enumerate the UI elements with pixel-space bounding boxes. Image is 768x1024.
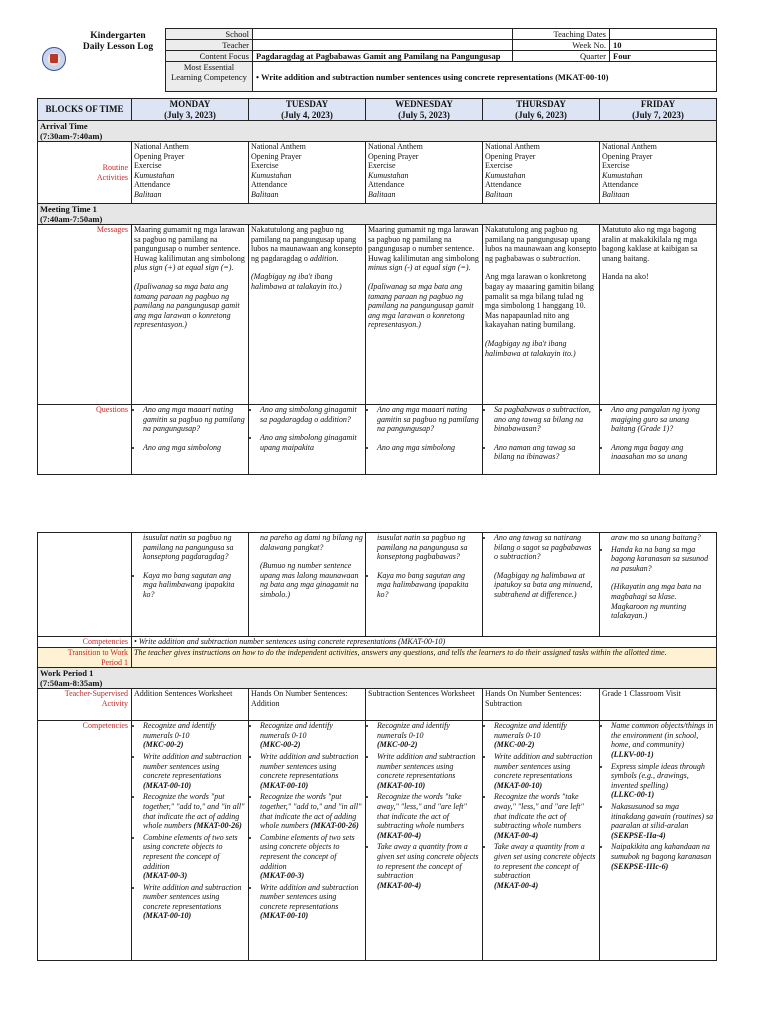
routine-item: Balitaan [368,189,396,199]
questions-monday-cont: isusulat natin sa pagbuo ng pamilang na pangungusa sa konseptong pagdaragdag? • Kaya mo bang sagutan ang mga halimbawang ipapakita ko? [132,533,249,637]
message-wednesday: Maaring gumamit ng mga larawan sa pagbuo ng pamilang na pangungusap o number sentence. Huwag kalilimutan ang simbolong minus sign (-) at equal sign (=). (Ipaliwanag sa mga bata ang tamang paraan ng pagbuo ng pamilang na pangungusap gamit ang mga larawan o konretong representasyon.) [366,225,483,405]
message-tuesday: Nakatutulong ang pagbuo ng pamilang na pangungusap upang lubos na maunawaan ang konsepto ng pagdaragdag o addition. (Magbigay ng iba't ibang halimbawa at talakayin ito.) [249,225,366,405]
routine-item: Balitaan [134,189,162,199]
activity-friday: Grade 1 Classroom Visit [600,689,717,721]
questions-friday: • Ano ang pangalan ng iyong magiging guro sa unang baitang (Grade 1)? • Anong mga bagay ang inaasahan mo sa unang [600,405,717,475]
routine-item: National Anthem [602,142,657,151]
section-meeting-time: Meeting Time 1 (7:40am-7:50am) [38,204,717,225]
routine-item: Kumustahan [134,170,175,180]
routine-activities-label: Routine Activities [38,142,132,204]
activity-tuesday: Hands On Number Sentences: Addition [249,689,366,721]
lesson-grid-page-2 [37,532,717,961]
seal-logo-icon [42,47,66,71]
melc-label: Most Essential Learning Competency [166,62,253,92]
routine-item: Opening Prayer [251,151,302,161]
routine-cell [132,142,249,204]
routine-cell [366,142,483,204]
questions-friday-cont: araw mo sa unang baitang? • Handa ka na bang sa mga bagong karanasan sa susunod na pasukan? (Hikayatin ang mga bata na magbahagi sa klase. Magkaroon ng munting talakayan.) [600,533,717,637]
routine-item: Exercise [368,161,396,171]
routine-item: Kumustahan [602,170,643,180]
questions-tuesday: • Ano ang simbolong ginagamit sa pagdaragdag o addition? • Ano ang simbolong ginagamit upang maipakita [249,405,366,475]
competencies-monday: • Recognize and identify numerals 0-10 (MKC-00-2) • Write addition and subtraction number sentences using concrete representations (MKAT-00-10) • Recognize the words "put together," "add to," and "in all" that indicate the act of adding whole numbers (MKAT-00-26) • Combine elements of two sets using concrete objects to represent the concept of addition (MKAT-00-3) • Write addition and subtraction number sentences using concrete representations (MKAT-00-10) [132,721,249,961]
lesson-grid-page-1 [37,98,717,475]
content-focus-value: Pagdaragdag at Pagbabawas Gamit ang Pamilang na Pangungusap [253,51,513,62]
routine-item: Balitaan [602,189,630,199]
routine-item: Exercise [134,161,162,171]
routine-cell [600,142,717,204]
routine-item: Balitaan [251,189,279,199]
competencies-tuesday: • Recognize and identify numerals 0-10 (MKC-00-2) • Write addition and subtraction number sentences using concrete representations (MKAT-00-10) • Recognize the words "put together," "add to," and "in all" that indicate the act of adding whole numbers (MKAT-00-26) • Combine elements of two sets using concrete objects to represent the concept of addition (MKAT-00-3) • Write addition and subtraction number sentences using concrete representations (MKAT-00-10) [249,721,366,961]
routine-item: National Anthem [251,142,306,151]
teacher-value [253,40,513,51]
routine-item: Attendance [485,180,522,190]
routine-item: Opening Prayer [134,151,185,161]
section-work-period: Work Period 1 (7:50am-8:35am) [38,668,717,689]
competencies-thursday: • Recognize and identify numerals 0-10 (MKC-00-2) • Write addition and subtraction number sentences using concrete representations (MKAT-00-10) • Recognize the words "take away," "less," and "are left" that indicate the act of subtracting whole numbers (MKAT-00-4) • Take away a quantity from a given set using concrete objects to represent the concept of subtraction (MKAT-00-4) [483,721,600,961]
melc-value: • Write addition and subtraction number sentences using concrete representations (MKAT-00-10) [253,62,717,92]
routine-item: National Anthem [368,142,423,151]
deped-seal [37,29,71,92]
teaching-dates-value [610,29,717,40]
content-focus-label: Content Focus [166,51,253,62]
routine-item: National Anthem [485,142,540,151]
activity-wednesday: Subtraction Sentences Worksheet [366,689,483,721]
competencies-label: Competencies [38,637,132,648]
routine-cell [483,142,600,204]
day-header-tuesday: TUESDAY (July 4, 2023) [249,99,366,121]
header-table [37,28,717,92]
work-competencies-label: Competencies [38,721,132,961]
week-label: Week No. [513,40,610,51]
routine-item: Attendance [251,180,288,190]
teacher-label: Teacher [166,40,253,51]
questions-thursday-cont: • Ano ang tawag sa natirang bilang o sagot sa pagbabawas o subtraction? (Magbigay ng halimbawa at ipatukoy sa bata ang minuend, subtrahend at difference.) [483,533,600,637]
routine-item: Kumustahan [485,170,526,180]
message-monday: Maaring gumamit ng mga larawan sa pagbuo ng pamilang na pangungusap o number sentence. Huwag kalilimutan ang simbolong plus sign (+) at equal sign (=). (Ipaliwanag sa mga bata ang tamang paraan ng pagbuo ng pamilang na pangungusap gamit ang mga larawan o konretong representasyon.) [132,225,249,405]
competencies-wednesday: • Recognize and identify numerals 0-10 (MKC-00-2) • Write addition and subtraction number sentences using concrete representations (MKAT-00-10) • Recognize the words "take away," "less," and "are left" that indicate the act of subtracting whole numbers (MKAT-00-4) • Take away a quantity from a given set using concrete objects to represent the concept of subtraction (MKAT-00-4) [366,721,483,961]
school-label: School [166,29,253,40]
day-header-wednesday: WEDNESDAY (July 5, 2023) [366,99,483,121]
activity-monday: Addition Sentences Worksheet [132,689,249,721]
routine-item: Exercise [602,161,630,171]
messages-label: Messages [38,225,132,405]
routine-item: Kumustahan [251,170,292,180]
questions-tuesday-cont: na pareho ag dami ng bilang ng dalawang pangkat? (Bumuo ng number sentence upang mas lalong maunawaan ng bata ang mga ginagamit na simbolo.) [249,533,366,637]
routine-item: Attendance [368,180,405,190]
school-value [253,29,513,40]
activity-thursday: Hands On Number Sentences: Subtraction [483,689,600,721]
routine-item: Exercise [485,161,513,171]
competencies-all-days: • Write addition and subtraction number sentences using concrete representations (MKAT-00-10) [132,637,717,648]
competencies-friday: • Name common objects/things in the environment (in school, home, and community) (LLKV-00-1) • Express simple ideas through symbols (e.g., drawings, invented spelling) (LLKC-00-1) • Nakasusunod sa mga itinakdang gawain (routines) sa paaralan at silid-aralan (SEKPSE-IIa-4) • Naipakikita ang kahandaan na sumubok ng bagong karanasan (SEKPSE-IIIc-6) [600,721,717,961]
routine-item: Opening Prayer [368,151,419,161]
routine-cell [249,142,366,204]
routine-item: Attendance [602,180,639,190]
questions-wednesday: • Ano ang mga maaari nating gamitin sa pagbuo ng pamilang na pangungusap? • Ano ang mga simbolong [366,405,483,475]
teaching-dates-label: Teaching Dates [513,29,610,40]
questions-label-continued [38,533,132,637]
questions-label: Questions [38,405,132,475]
questions-thursday: • Sa pagbabawas o subtraction, ano ang tawag sa bilang na binabawasan? • Ano naman ang tawag sa bilang na ibinawas? [483,405,600,475]
transition-label: Transition to Work Period 1 [38,648,132,668]
routine-item: Exercise [251,161,279,171]
routine-item: Balitaan [485,189,513,199]
quarter-label: Quarter [513,51,610,62]
routine-item: National Anthem [134,142,189,151]
transition-instructions: The teacher gives instructions on how to do the independent activities, answers any questions, and tells the learners to do their assigned tasks within the allotted time. [132,648,717,668]
document-title: Kindergarten Daily Lesson Log [82,30,154,52]
routine-item: Attendance [134,180,171,190]
day-header-monday: MONDAY (July 3, 2023) [132,99,249,121]
day-header-thursday: THURSDAY (July 6, 2023) [483,99,600,121]
routine-item: Opening Prayer [602,151,653,161]
section-arrival-time: Arrival Time (7:30am-7:40am) [38,121,717,142]
blocks-of-time-header: BLOCKS OF TIME [38,99,132,121]
routine-item: Kumustahan [368,170,409,180]
routine-item: Opening Prayer [485,151,536,161]
message-thursday: Nakatutulong ang pagbuo ng pamilang na pangungusap upang lubos na maunawaan ang konsepto ng pagbabawas o subtraction. Ang mga larawan o konkretong bagay ay maaaring gamitin bilang pamalit sa mga bilang tulad ng mga simbolong 1 hanggang 10. Mas napapaunlad nito ang kakayahan nating bumilang. (Magbigay ng iba't ibang halimbawa at talakayin ito.) [483,225,600,405]
day-header-friday: FRIDAY (July 7, 2023) [600,99,717,121]
questions-monday: • Ano ang mga maaari nating gamitin sa pagbuo ng pamilang na pangungusap? • Ano ang mga simbolong [132,405,249,475]
questions-wednesday-cont: isusulat natin sa pagbuo ng pamilang na pangungusa sa konseptong pagbabawas? • Kaya mo bang sagutan ang mga halimbawang ipapakita ko? [366,533,483,637]
quarter-value: Four [610,51,717,62]
message-friday: Matututo ako ng mga bagong aralin at makakikilala ng mga bagong kaklase at kaibigan sa unang baitang. Handa na ako! [600,225,717,405]
teacher-supervised-label: Teacher-Supervised Activity [38,689,132,721]
week-value: 10 [610,40,717,51]
